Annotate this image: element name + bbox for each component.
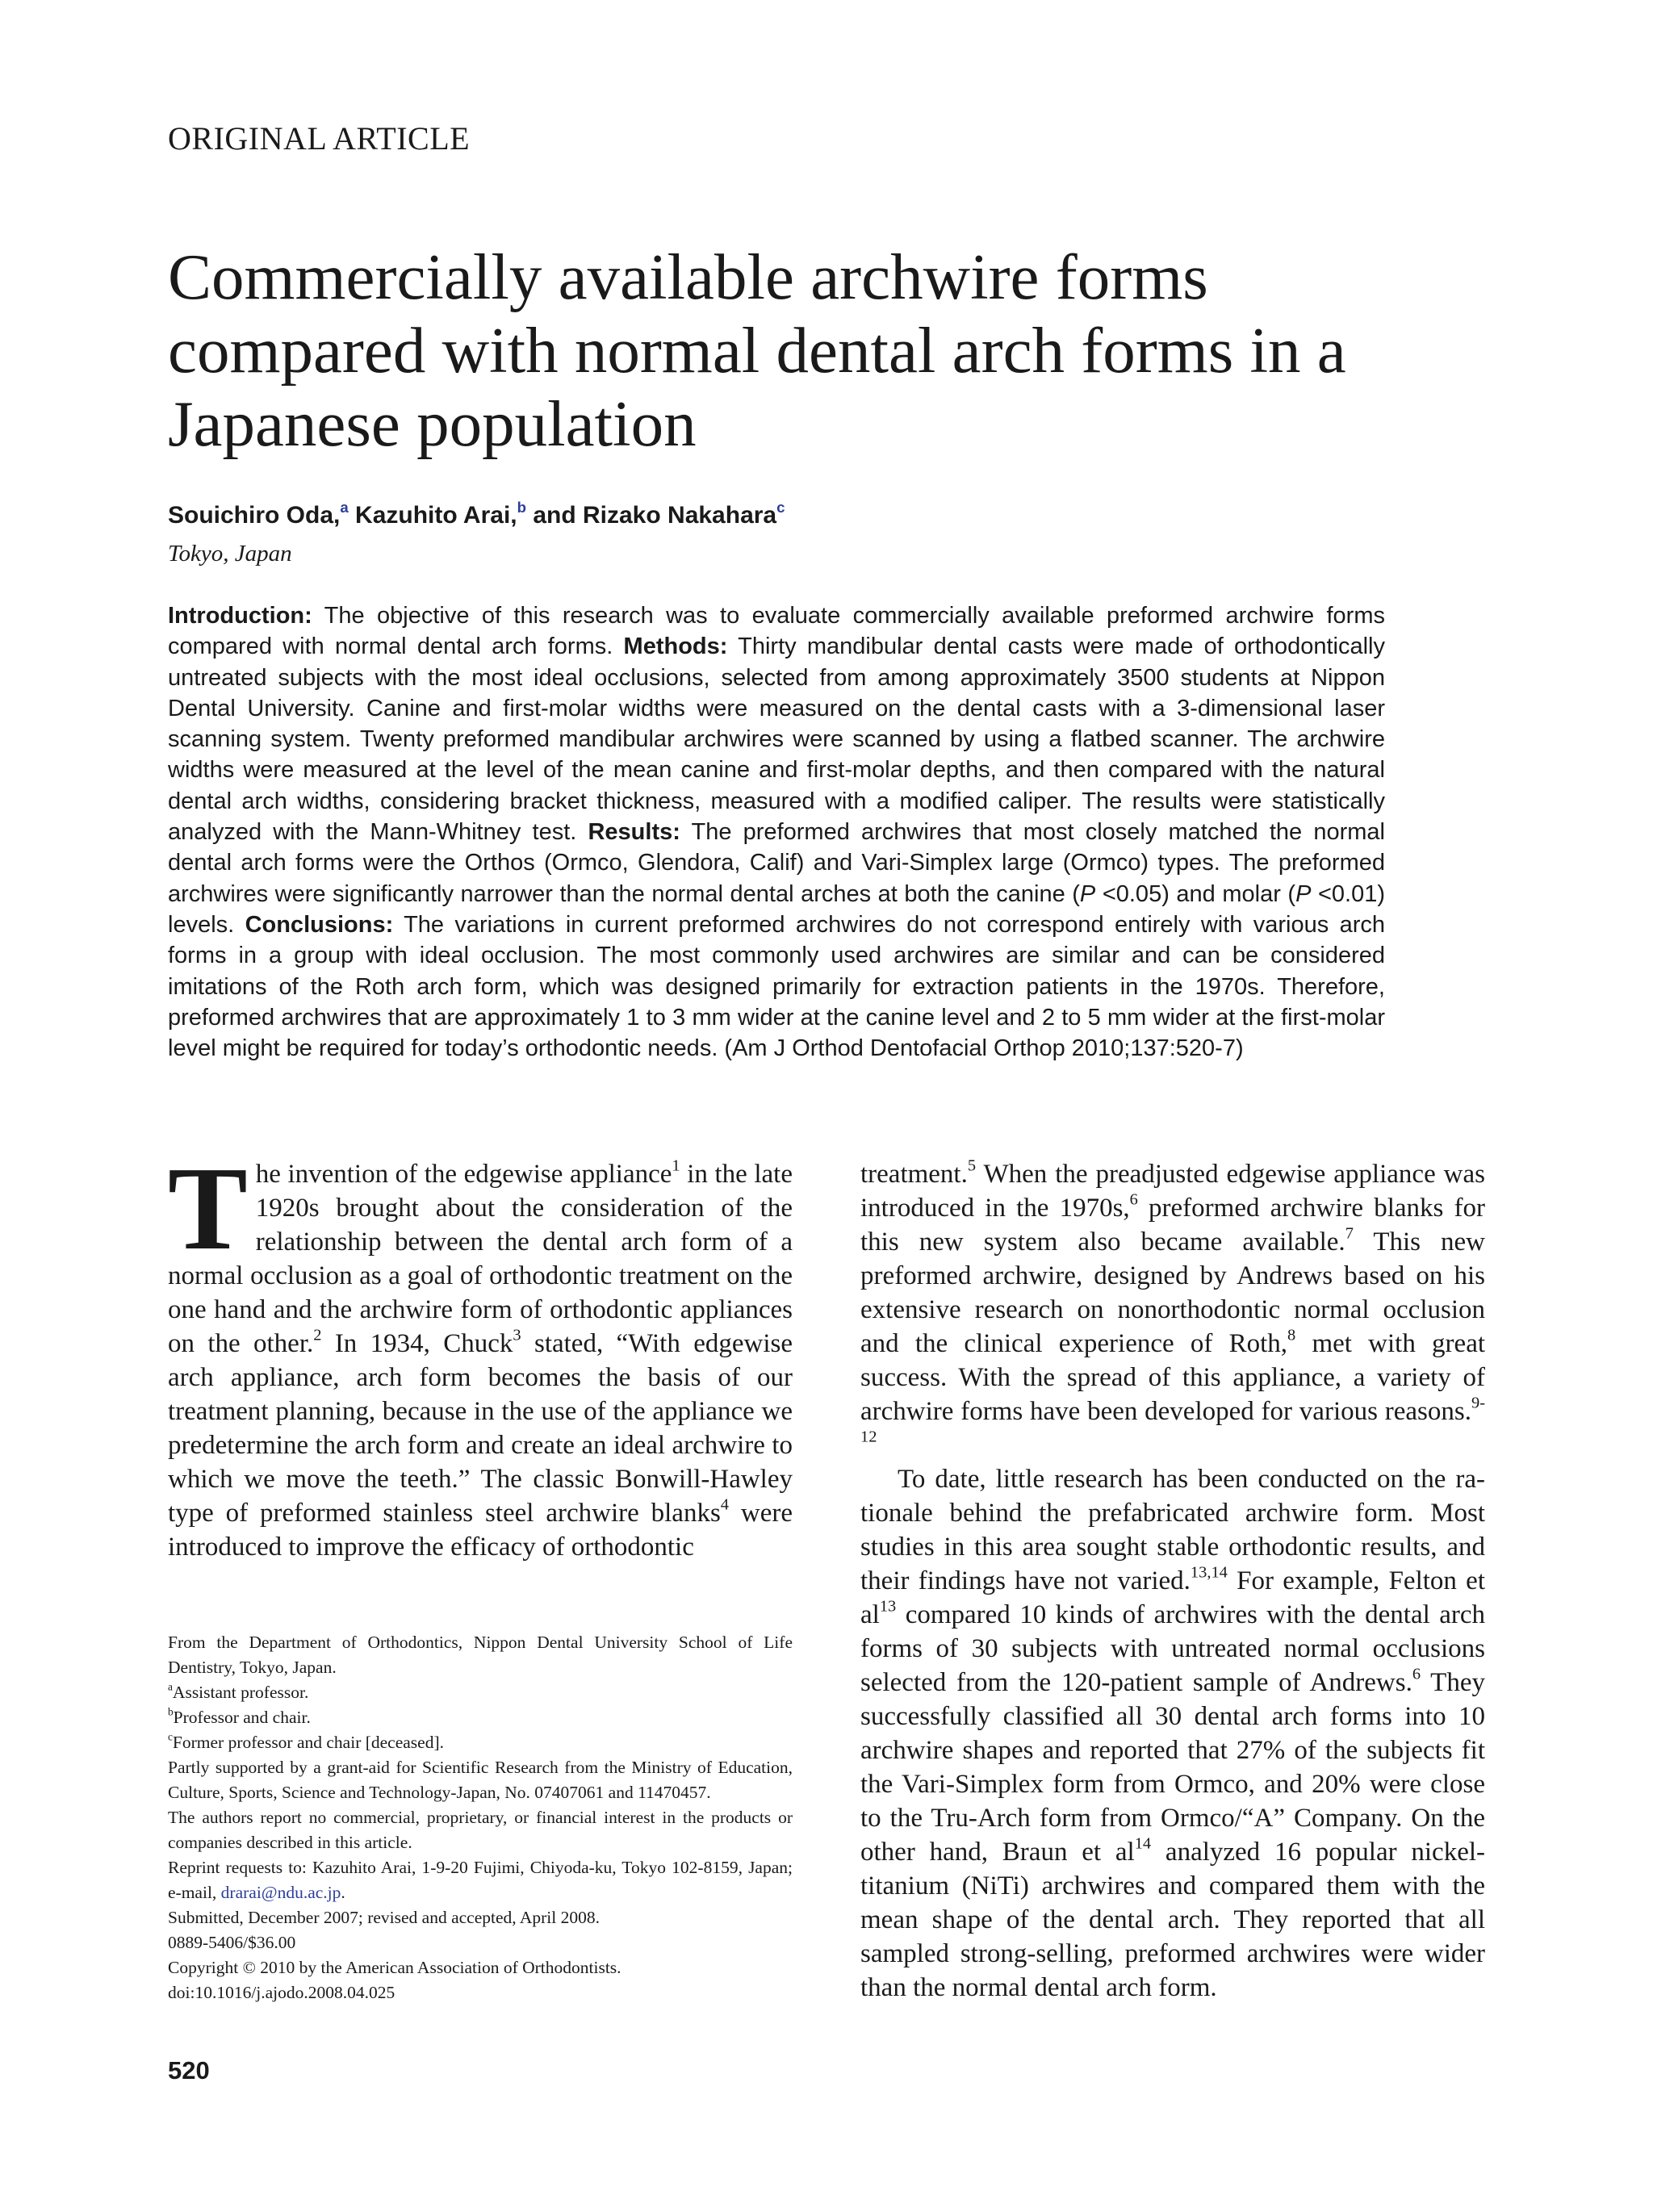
footnote-affiliation: From the Department of Orthodontics, Nippon Dental University School of Life Dentistry, Tokyo, Japan. [168,1633,793,1677]
reference-link[interactable]: 7 [1345,1224,1354,1243]
footnote-issn: 0889-5406/$36.00 [168,1933,296,1952]
reference-link[interactable]: 6 [1412,1665,1421,1683]
footnote-mark: b [168,1705,174,1718]
page-number: 520 [168,2056,210,2084]
abstract-methods: Thirty mandibular dental casts were made of orthodontically untreated subjects with the most ideal occlusions, selected from among approximately 3500 students at Nippon Dental University. Canine and first-molar widths were measured on the dental casts with a 3-dimensional laser scanning system. Twenty preformed mandibular archwires were scanned by using a flatbed scanner. The archwire widths were measured at the level of the mean canine and first-molar depths, and then compared with the natural dental arch widths, considering bracket thickness, measured with a modified caliper. The results were statistically analyzed with the Mann-Whitney test. [168,633,1385,846]
footnote-text: Professor and chair. [173,1708,311,1727]
author-list [168,498,785,529]
footnote-author-b [168,1705,793,1730]
body-paragraph [860,1462,1485,2005]
reference-link[interactable]: 9-12 [860,1394,1485,1446]
footnote-author-a [168,1680,793,1705]
reference-link[interactable]: 13 [879,1597,897,1616]
body-column-right [860,1157,1485,2005]
author-affiliation-mark[interactable]: a [340,498,349,516]
footnote-submitted: Submitted, December 2007; revised and accepted, April 2008. [168,1908,600,1927]
footnote-mark: a [168,1680,173,1693]
body-paragraph [168,1143,793,1564]
reference-link[interactable]: 1 [672,1156,680,1175]
footnote-mark: c [168,1730,173,1743]
body-text: he invention of the edgewise appliance [255,1160,672,1189]
body-text: stated, “With edgewise arch appliance, arch form becomes the basis of our treatment planning, because in the use of the appliance we predetermine the arch form and create an ideal archwire to which we move the teeth.” The classic Bonwill-Hawley type of preformed stainless steel archwire blanks [168,1329,793,1528]
footnote-doi: doi:10.1016/j.ajodo.2008.04.025 [168,1983,395,2002]
reference-link[interactable]: 4 [720,1495,729,1514]
body-text: analyzed 16 popular nickel-titanium (NiTi) archwires and compared them with the mean shape of the dental arch. They reported that all sampled strong-selling, preformed archwires were wider than the normal dental arch form. [860,1838,1486,2002]
body-text: were introduced to improve the efficacy of orthodontic [168,1499,793,1562]
body-column-left [168,1143,793,1564]
abstract-conclusions-label: Conclusions: [245,911,394,938]
abstract-results: <0.01) levels. [168,880,1385,938]
p-value-symbol: P [1079,880,1096,907]
footnote-text: Former professor and chair [deceased]. [172,1733,445,1752]
body-text: treatment. [860,1160,968,1189]
body-text: compared 10 kinds of archwires with the dental arch forms of 30 subjects with untreated normal occlusions selected from the 120-patient sample of Andrews. [860,1600,1485,1697]
reference-link[interactable]: 2 [313,1326,322,1344]
author-name: and Rizako Nakahara [533,502,777,529]
author-name: Kazuhito Arai, [355,502,517,529]
reference-link[interactable]: 6 [1129,1190,1138,1209]
author-affiliation-mark[interactable]: b [517,498,526,516]
footnotes [168,1630,793,2005]
reference-link[interactable]: 13,14 [1190,1563,1228,1582]
author-location: Tokyo, Japan [168,541,292,567]
footnote-text: Reprint requests to: Kazuhito Arai, 1-9-20 Fujimi, Chiyoda-ku, Tokyo 102-8159, Japan; e-mail, [168,1858,793,1902]
footnote-disclosure: The authors report no commercial, proprietary, or financial interest in the products or companies described in this article. [168,1808,793,1852]
body-text: When the preadjusted edgewise appliance was introduced in the 1970s, [860,1160,1485,1223]
abstract-results: The preformed archwires that most closely matched the normal dental arch forms were the Orthos (Ormco, Glendora, Calif) and Vari-Simplex large (Ormco) types. The preformed archwires were significantly narrower than the normal dental arches at both the canine ( [168,819,1385,907]
abstract-conclusions: The variations in current preformed archwires do not correspond entirely with various arch forms in a group with ideal occlusion. The most commonly used archwires are similar and can be considered imitations of the Roth arch form, which was designed primarily for extraction patients in the 1970s. Therefore, preformed archwires that are approximately 1 to 3 mm wider at the canine level and 2 to 5 mm wider at the first-molar level might be required for today’s orthodontic needs. (Am J Orthod Dentofacial Orthop 2010;137:520-7) [168,911,1385,1062]
body-paragraph [860,1157,1485,1462]
abstract-results: <0.05) and molar ( [1095,880,1296,907]
email-link[interactable]: drarai@ndu.ac.jp [220,1883,341,1902]
reference-link[interactable]: 14 [1134,1834,1152,1853]
article-title: Commercially available archwire forms compared with normal dental arch forms in a Japanese population [168,240,1346,460]
body-text: preformed archwire blanks for this new system also became available. [860,1194,1485,1257]
abstract-results-label: Results: [588,819,680,846]
section-label: ORIGINAL ARTICLE [168,120,471,157]
reference-link[interactable]: 8 [1287,1326,1296,1344]
drop-cap: T [168,1143,248,1275]
footnote-text: . [341,1883,345,1902]
body-text: in the late 1920s brought about the consideration of the relationship between the dental arch form of a normal occlusion as a goal of orthodontic treatment on the one hand and the archwire form of orthodontic appliances on the other. [168,1160,793,1358]
body-text: They successfully classified all 30 dental arch forms into 10 archwire shapes and reported that 27% of the subjects fit the Vari-Simplex form from Ormco, and 20% were close to the Tru-Arch form from Ormco/“A” Company. On the other hand, Braun et al [860,1668,1485,1867]
body-text: To date, little research has been conducted on the rationale behind the prefabricated archwire form. Most studies in this area sought stable orthodontic results, and their findings have not varied. [860,1465,1485,1595]
body-text: For example, Felton et al [860,1566,1485,1629]
footnote-author-c [168,1730,793,1755]
body-text: In 1934, Chuck [321,1329,513,1358]
footnote-funding: Partly supported by a grant-aid for Scientific Research from the Ministry of Education, Culture, Sports, Science and Technology-Japan, No. 07407061 and 11470457. [168,1758,793,1802]
abstract-intro-label: Introduction: [168,603,312,629]
p-value-symbol: P [1295,880,1312,907]
footnote-text: Assistant professor. [172,1683,309,1702]
reference-link[interactable]: 3 [513,1326,521,1344]
body-text: This new preformed archwire, designed by Andrews based on his extensive research on nonorthodontic normal occlusion and the clinical experience of Roth, [860,1227,1485,1358]
abstract-intro: The objective of this research was to evaluate commercially available preformed archwire forms compared with normal dental arch forms. [168,603,1385,660]
reference-link[interactable]: 5 [967,1156,977,1175]
body-text: met with great success. With the spread of this appliance, a variety of archwire forms have been developed for various reasons. [860,1329,1486,1426]
author-affiliation-mark[interactable]: c [776,498,785,516]
abstract [168,600,1385,1064]
abstract-methods-label: Methods: [623,633,728,660]
footnote-copyright: Copyright © 2010 by the American Association of Orthodontists. [168,1958,621,1977]
footnote-reprint [168,1855,793,1905]
author-name: Souichiro Oda, [168,502,341,529]
